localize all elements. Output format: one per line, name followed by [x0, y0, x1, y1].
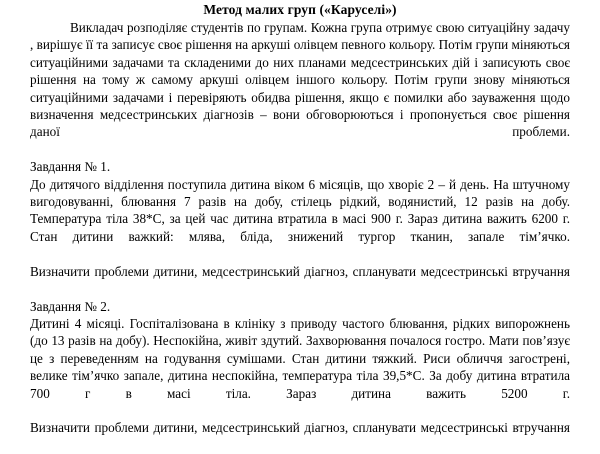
task-1-instruction: Визначити проблеми дитини, медсестринський діагноз, спланувати медсестринські втручання [30, 263, 570, 279]
intro-paragraph: Викладач розподіляє студентів по групам. Кожна група отримує свою ситуаційну задачу , вирішує її та записує своє рішення на аркуші олівцем певного кольору. Потім групи міняються ситуаційними задачами та складеними до них планами медсестринських дій і записують своє рішення на тому ж самому аркуші олівцем іншого кольору. Потім групи знову міняються ситуаційними задачами і перевіряють обидва рішення, якщо є помилки або зауваження щодо визначення медсестринських діагнозів – вони обговорюються і пропонується своє рішення даної проблеми. [30, 20, 570, 140]
task-2-body: Дитині 4 місяці. Госпіталізована в клініку з приводу частого блювання, рідких випорожнень (до 13 разів на добу). Неспокійна, живіт здутий. Захворювання почалося гостро. Мати пов’язує це з переведенням на годування сумішами. Стан дитини тяжкий. Риси обличчя загострені, велике тім’ячко запале, дитина неспокійна, температура тіла 39,5*С. За добу дитина втратила 700 г в масі тіла. Зараз дитина важить 5200 г. [30, 315, 570, 401]
task-2-instruction: Визначити проблеми дитини, медсестринський діагноз, спланувати медсестринські втручання [30, 420, 570, 436]
task-2-label: Завдання № 2. [30, 298, 111, 314]
task-1-label: Завдання № 1. [30, 159, 111, 175]
page-title: Метод малих груп («Каруселі») [203, 2, 397, 17]
task-1-body: До дитячого відділення поступила дитина віком 6 місяців, що хворіє 2 – й день. На штучному вигодовуванні, блювання 7 разів на добу, стілець рідкий, водянистий, 12 разів на добу. Температура тіла 38*С, за цей час дитина втратила в масі 900 г. Зараз дитина важить 6200 г. Стан дитини важкий: млява, бліда, знижений тургор тканин, запале тім’ячко. [30, 176, 570, 244]
